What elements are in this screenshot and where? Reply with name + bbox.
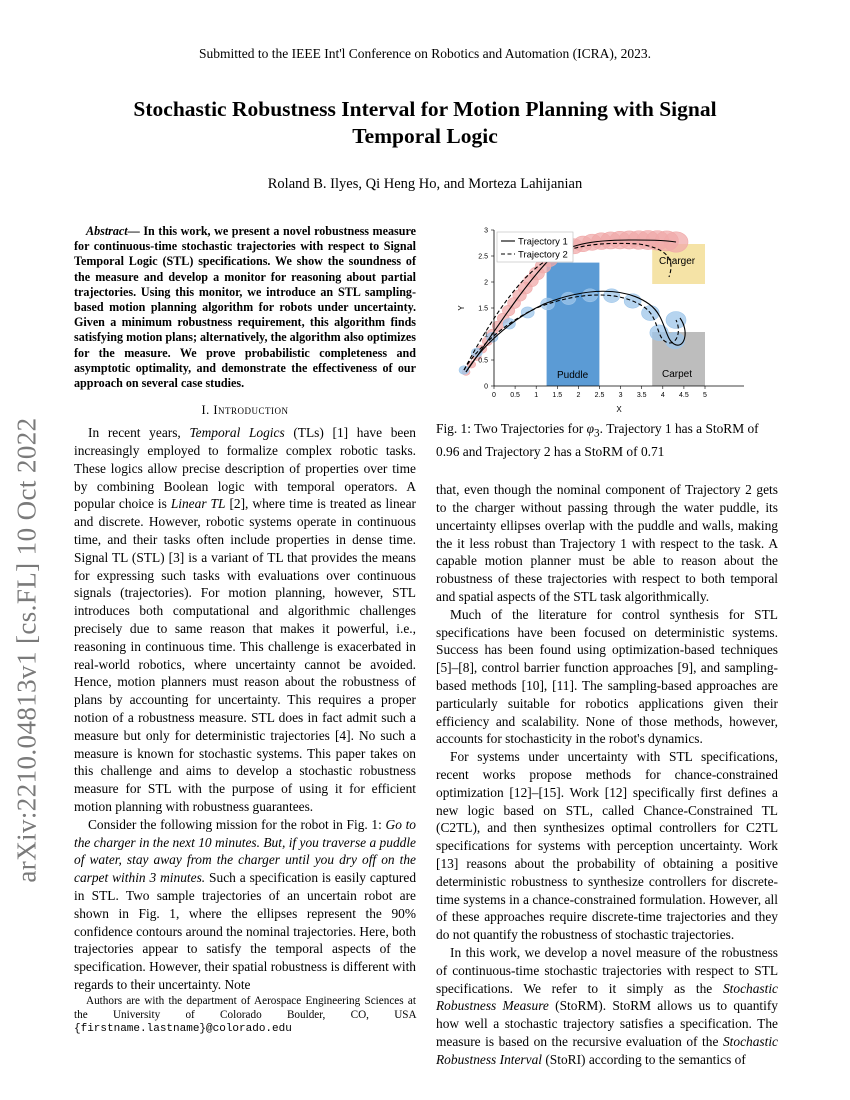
x-tick-label: 0 (492, 392, 496, 399)
x-ticks (492, 386, 707, 399)
title-line-1: Stochastic Robustness Interval for Motion Planning with Signal (133, 97, 717, 121)
left-column (74, 224, 416, 994)
author-list: Roland B. Ilyes, Qi Heng Ho, and Morteza Lahijanian (267, 176, 583, 192)
text-run: In recent years, (88, 425, 190, 441)
text-run: Such a specification is easily captured in STL. Two sample trajectories of an uncertain robot are shown in Fig. 1, where the ellipses represent the 90% confidence contours around the nominal trajectories. Here, both trajectories appear to satisfy the temporal aspects of the specification. However, their spatial robustness is different with regards to their uncertainty. Note (74, 870, 417, 992)
x-tick-label: 3.5 (636, 392, 647, 399)
caption-text: . Trajectory 1 has a StoRM of 0.96 and Trajectory 2 has a StoRM of 0.71 (436, 421, 759, 460)
emphasis: Linear TL (170, 496, 226, 512)
legend (497, 232, 573, 262)
y-axis-label: Y (457, 305, 466, 311)
emphasis: Stochastic Robustness Interval (436, 1033, 778, 1067)
x-axis-label: X (616, 405, 622, 414)
x-tick-label: 2 (576, 392, 581, 399)
paper-title (90, 96, 760, 150)
right-paragraph-3: For systems under uncertainty with STL specifications, recent works propose methods for chance-constrained optimization [12]–[15]. Work [12] specifically first defines a new logic based on STL, called Chance-Constrained TL (C2TL), and then synthesizes optimal controllers for C2TL specifications for systems with perception uncertainty. Work [13] reasons about the probability of obtaining a positive deterministic robustness to synthesize controllers for discrete-time systems in a chance-constrained formulation. However, all of these approaches require discrete-time trajectories and they do not quantify the robustness of stochastic trajectories. (436, 749, 778, 943)
x-tick-label: 4.5 (679, 392, 689, 399)
text-run: Consider the following mission for the robot in Fig. 1: (88, 816, 386, 832)
section-heading-introduction: I. Introduction (201, 403, 289, 418)
y-tick-label: 2.5 (478, 253, 488, 261)
abstract (74, 224, 416, 391)
x-tick-label: 1.5 (552, 392, 563, 399)
text-run: (StoRM). StoRM allows us to quantify how well a stochastic trajectory satisfies a specification. The measure is based on the recursive evaluation of the (436, 998, 778, 1049)
emphasis: Go to the charger in the next 10 minutes. But, if you traverse a puddle of water, stay away from the charger until you dry off on the carpet within 3 minutes. (74, 816, 416, 886)
x-tick-label: 3 (618, 392, 623, 399)
figure-1-caption (436, 420, 778, 461)
footnote-text: Authors are with the department of Aerospace Engineering Sciences at the University of Colorado Boulder, CO, USA (74, 995, 416, 1021)
charger-label: Charger (659, 256, 696, 267)
puddle-region (547, 263, 600, 386)
intro-paragraph-2 (74, 816, 416, 994)
y-ticks (478, 228, 494, 391)
author-footnote (74, 995, 416, 1037)
legend-label-trajectory-2: Trajectory 2 (518, 249, 568, 261)
arxiv-identifier: arXiv:2210.04813v1 [cs.FL] 10 Oct 2022 (11, 417, 42, 883)
y-tick-label: 0 (484, 383, 488, 391)
abstract-text: — In this work, we present a novel robustness measure for continuous-time stochastic trajectories with respect to Signal Temporal Logic (STL) specifications. We show the soundness of the measure and develop a monitor for reasoning about partial trajectories. Using this monitor, we introduce an STL sampling-based motion planning algorithm for robots under uncertainty. Given a minimum robustness requirement, this algorithm finds satisfying motion plans; alternatively, the algorithm also optimizes for the measure. We prove probabilistic completeness and asymptotic optimality, and demonstrate the effectiveness of our approach on several case studies. (74, 224, 416, 391)
x-tick-label: 1 (534, 392, 539, 399)
carpet-label: Carpet (662, 369, 693, 380)
text-run: (StoRI) according to the semantics of (542, 1051, 746, 1067)
right-paragraph-1: that, even though the nominal component of Trajectory 2 gets to the charger without passing through the water puddle, its uncertainty ellipses overlap with the puddle and walls, making the it less robust than Trajectory 1 with respect to the task. A capable motion planner must be able to reason about the robustness of these trajectories with respect to both temporal and spatial aspects of the STL task algorithmically. (436, 482, 778, 605)
figure-1 (436, 222, 778, 414)
emphasis: Stochastic Robustness Measure (436, 980, 778, 1014)
abstract-lead: Abstract (86, 224, 128, 238)
caption-text: Fig. 1: Two Trajectories for (436, 421, 587, 436)
caption-phi: φ (586, 421, 594, 436)
x-tick-label: 5 (703, 392, 707, 399)
footnote-email: {firstname.lastname}@colorado.edu (74, 1023, 292, 1036)
emphasis: Temporal Logics (189, 425, 285, 441)
y-tick-label: 1 (484, 331, 488, 339)
legend-label-trajectory-1: Trajectory 1 (518, 236, 568, 248)
y-tick-label: 0.5 (478, 357, 488, 365)
text-run: [2], where time is treated as linear and discrete. However, robotic systems operate in continuous time, and their tasks often include properties in dense time. Signal TL (STL) [3] is a variant of TL that provides the means for expressing such tasks with evaluations over continuous signals (trajectories). For motion planning, however, STL introduces both computational and algorithmic challenges precisely due to same reason that makes it powerful, i.e., reasoning in continuous time. This challenge is exacerbated in real-world robotics, where uncertainty cannot be avoided. Hence, motion planners must reason about the robustness of plans by accounting for uncertainty. This requires a proper notion of a robustness measure. STL does in fact admit such a measure but only for deterministic trajectories [4]. No such a measure is known for stochastic systems. This paper takes on this challenge and aims to develop a stochastic robustness measure for STL with the purpose of using it for efficient motion planning with robustness guarantees. (74, 496, 416, 814)
text-run: (TLs) [1] have been increasingly employed to formalize complex robotic tasks. These logics allow precise description of properties over time by combining Boolean logic with temporal operators. A popular choice is (74, 425, 416, 512)
y-tick-label: 3 (484, 227, 488, 235)
text-run: In this work, we develop a novel measure of the robustness of continuous-time stochastic trajectories with respect to STL specifications. We refer to it simply as the (436, 944, 778, 996)
right-paragraph-4 (436, 944, 778, 1069)
x-tick-label: 0.5 (510, 392, 520, 399)
trajectory-plot (444, 222, 770, 414)
y-tick-label: 1.5 (478, 305, 488, 313)
intro-paragraph-1 (74, 424, 416, 816)
caption-subscript: 3 (594, 427, 600, 440)
x-tick-label: 4 (660, 392, 665, 399)
arxiv-stamp (8, 300, 46, 1000)
right-column (436, 222, 778, 1069)
x-tick-label: 2.5 (594, 392, 605, 399)
title-line-2: Temporal Logic (352, 124, 498, 148)
puddle-label: Puddle (557, 370, 589, 381)
right-paragraph-2: Much of the literature for control synthesis for STL specifications have been focused on deterministic systems. Success has been found using optimization-based techniques [5]–[8], control barrier function approaches [9], and sampling-based methods [10], [11]. The sampling-based approaches are particularly suitable for robotics applications given their efficiency and scalability. None of those methods, however, accounts for stochasticity in the robot's dynamics. (436, 606, 778, 747)
venue-note: Submitted to the IEEE Int'l Conference on Robotics and Automation (ICRA), 2023. (199, 46, 651, 61)
y-tick-label: 2 (484, 279, 488, 287)
